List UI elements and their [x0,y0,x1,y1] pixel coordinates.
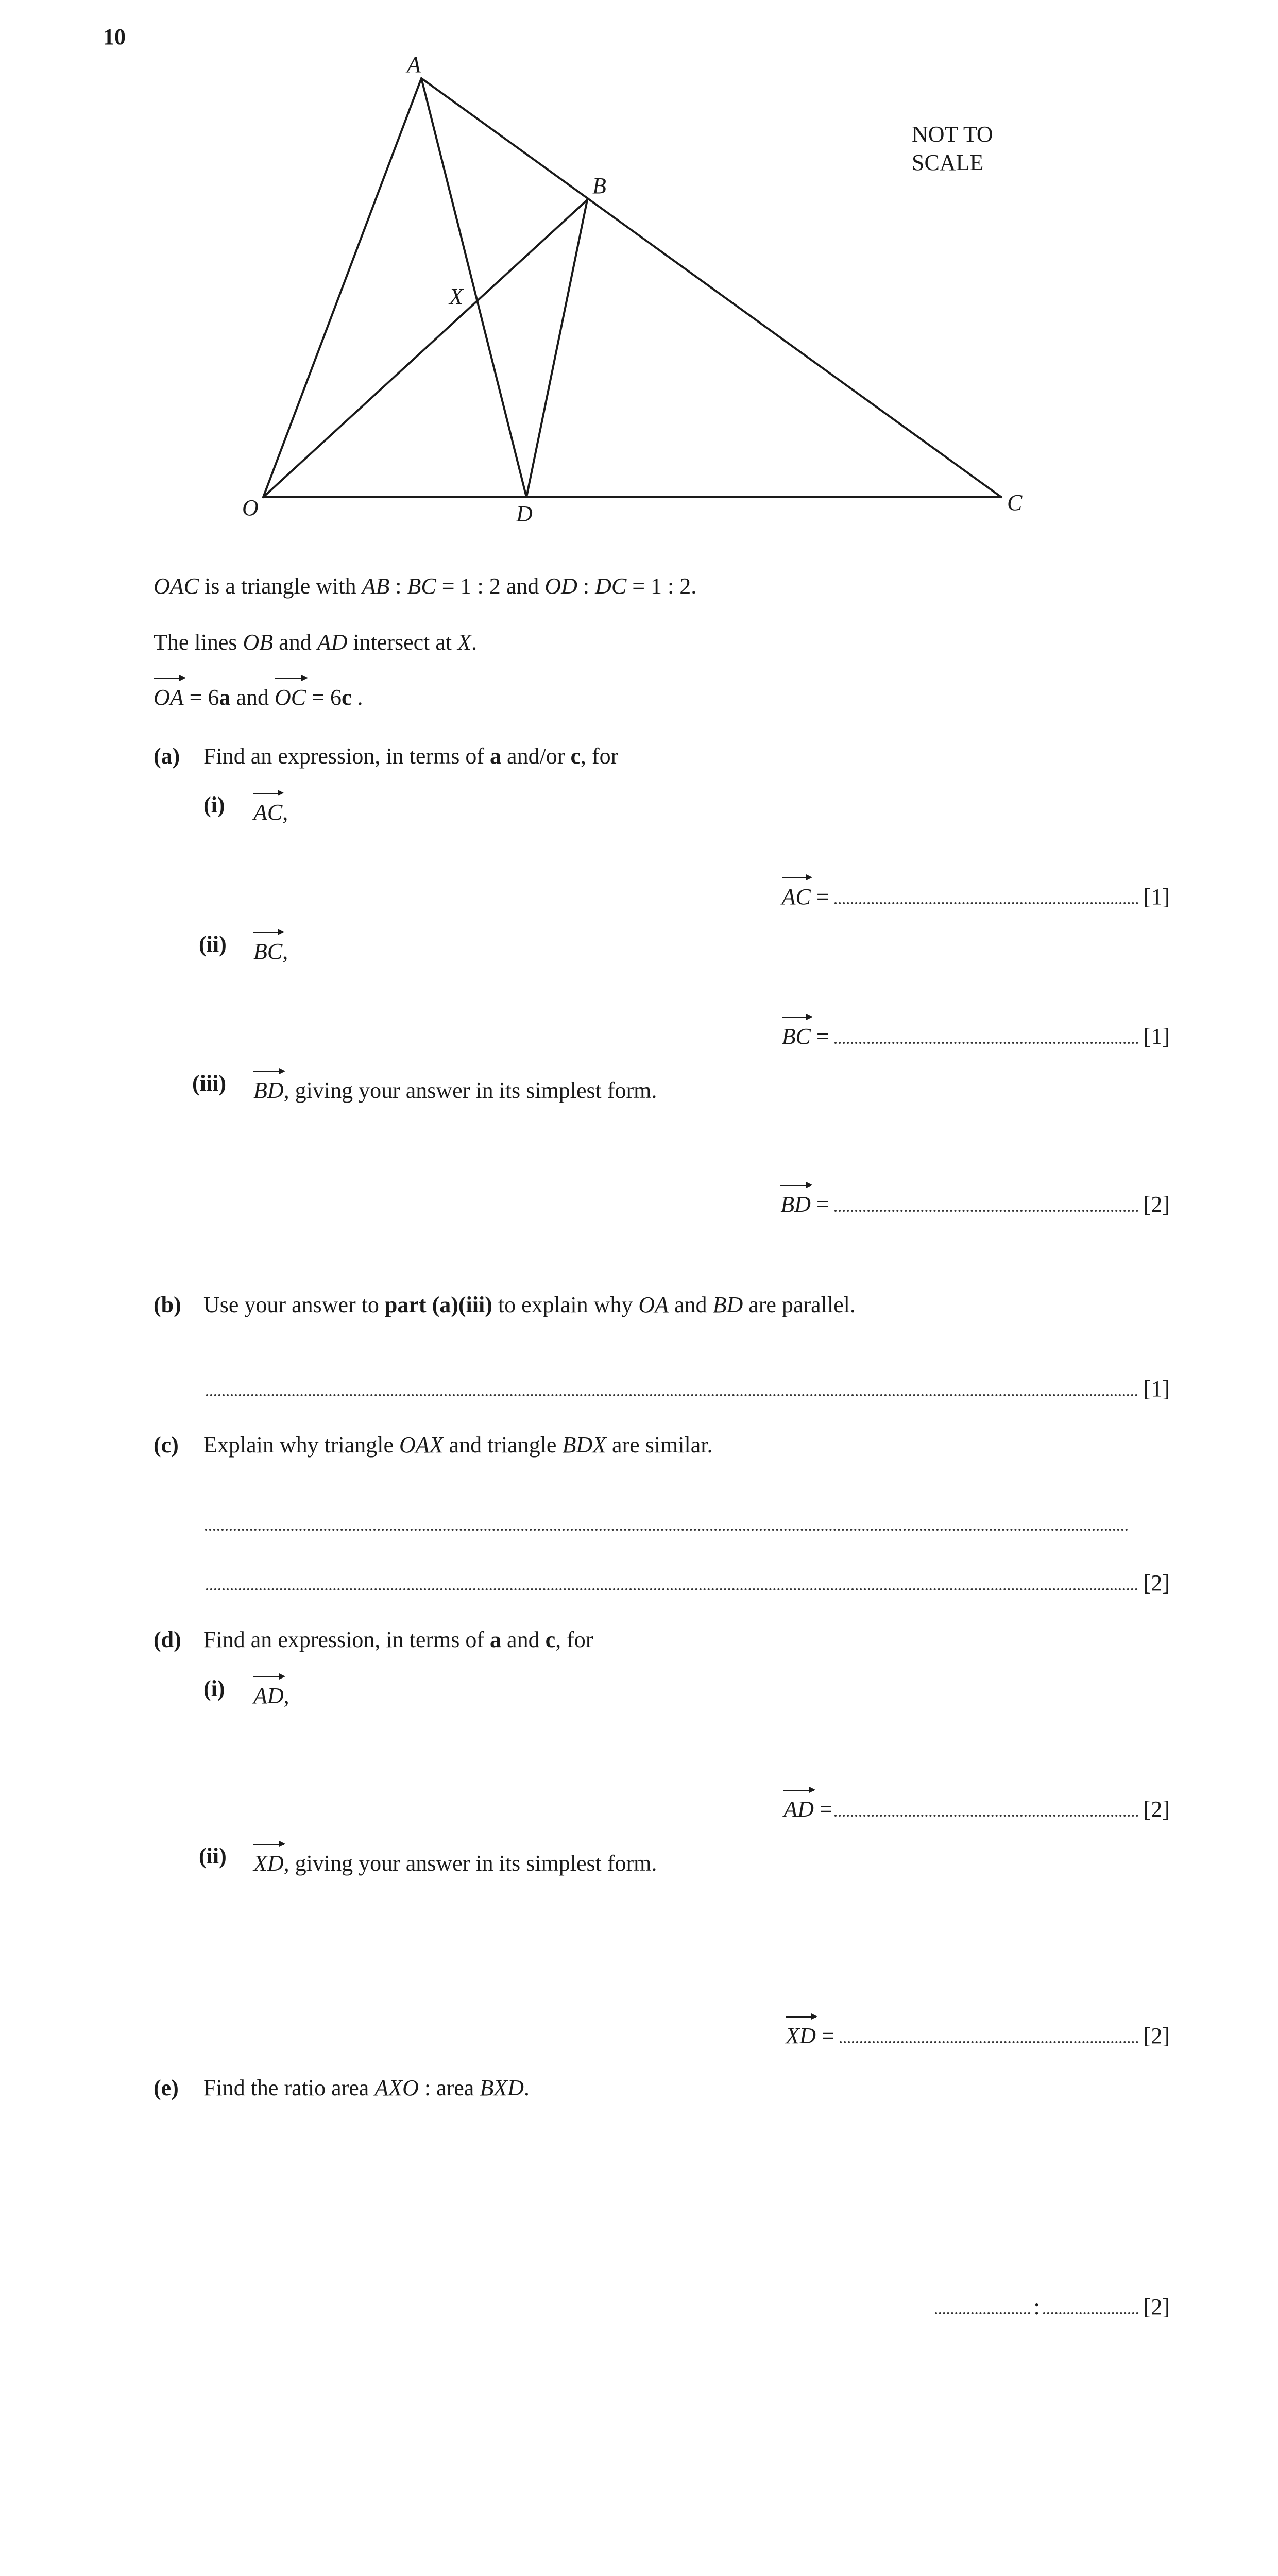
part-c-text: Explain why triangle OAX and triangle BDX are similar. [203,1432,713,1458]
label-b: B [592,173,606,198]
part-b-label: (b) [154,1292,181,1317]
line-ad [421,78,526,497]
part-a-iii-text: BD, giving your answer in its simplest form. [253,1069,657,1105]
part-d-i-label: (i) [203,1676,225,1701]
part-d-ii-label: (ii) [199,1843,227,1869]
vector-xd: XD [253,1842,284,1878]
vector-oc: OC [275,676,306,712]
answer-line-a-ii[interactable]: BC = [1] [782,1015,1170,1051]
part-c-label: (c) [154,1432,179,1458]
intro-line-1: OAC is a triangle with AB : BC = 1 : 2 and OD : DC = 1 : 2. [154,573,697,599]
vector-oa: OA [154,676,184,712]
part-a-label: (a) [154,743,180,769]
part-d-label: (d) [154,1627,181,1652]
answer-line-b[interactable]: [1] [201,1375,1170,1403]
part-d-ii-text: XD, giving your answer in its simplest form. [253,1842,657,1878]
part-b-text: Use your answer to part (a)(iii) to explain why OA and BD are parallel. [203,1292,856,1317]
triangle-diagram [0,0,1278,536]
part-e-label: (e) [154,2075,179,2100]
line-bd [526,200,587,497]
part-d-stem: Find an expression, in terms of a and c, for [203,1627,593,1652]
part-a-i-label: (i) [203,792,225,818]
part-a-i-text: AC, [253,791,288,827]
vector-ac: AC [253,791,282,827]
label-x: X [449,284,463,309]
vector-ad: AD [253,1674,284,1710]
line-ob [263,200,587,497]
intro-line-3: OA = 6a and OC = 6c . [154,676,363,712]
part-a-stem: Find an expression, in terms of a and/or c, for [203,743,619,769]
answer-line-c-1[interactable] [205,1529,1129,1531]
label-a: A [407,52,421,77]
part-a-ii-label: (ii) [199,931,227,957]
intro-line-2: The lines OB and AD intersect at X. [154,630,478,655]
answer-line-d-ii[interactable]: XD = [2] [786,2014,1170,2050]
vector-bc: BC [253,930,282,966]
part-d-i-text: AD, [253,1674,289,1710]
label-d: D [516,501,533,527]
part-e-text: Find the ratio area AXO : area BXD. [203,2075,530,2100]
part-a-ii-text: BC, [253,930,288,966]
answer-line-a-iii[interactable]: BD = [2] [780,1183,1170,1219]
line-oa [263,78,421,497]
page-number: 10 [103,24,126,49]
label-o: O [242,495,259,520]
answer-line-e[interactable]: : [2] [930,2293,1170,2321]
answer-line-d-i[interactable]: AD = [2] [783,1788,1170,1824]
answer-line-a-i[interactable]: AC = [1] [782,875,1170,911]
vector-bd: BD [253,1069,284,1105]
label-c: C [1007,490,1023,515]
part-a-iii-label: (iii) [192,1071,226,1096]
not-to-scale-line1: NOT TO [912,122,993,147]
answer-line-c-2[interactable]: [2] [201,1569,1170,1598]
not-to-scale-line2: SCALE [912,150,984,175]
diagram-lines [263,78,1001,497]
